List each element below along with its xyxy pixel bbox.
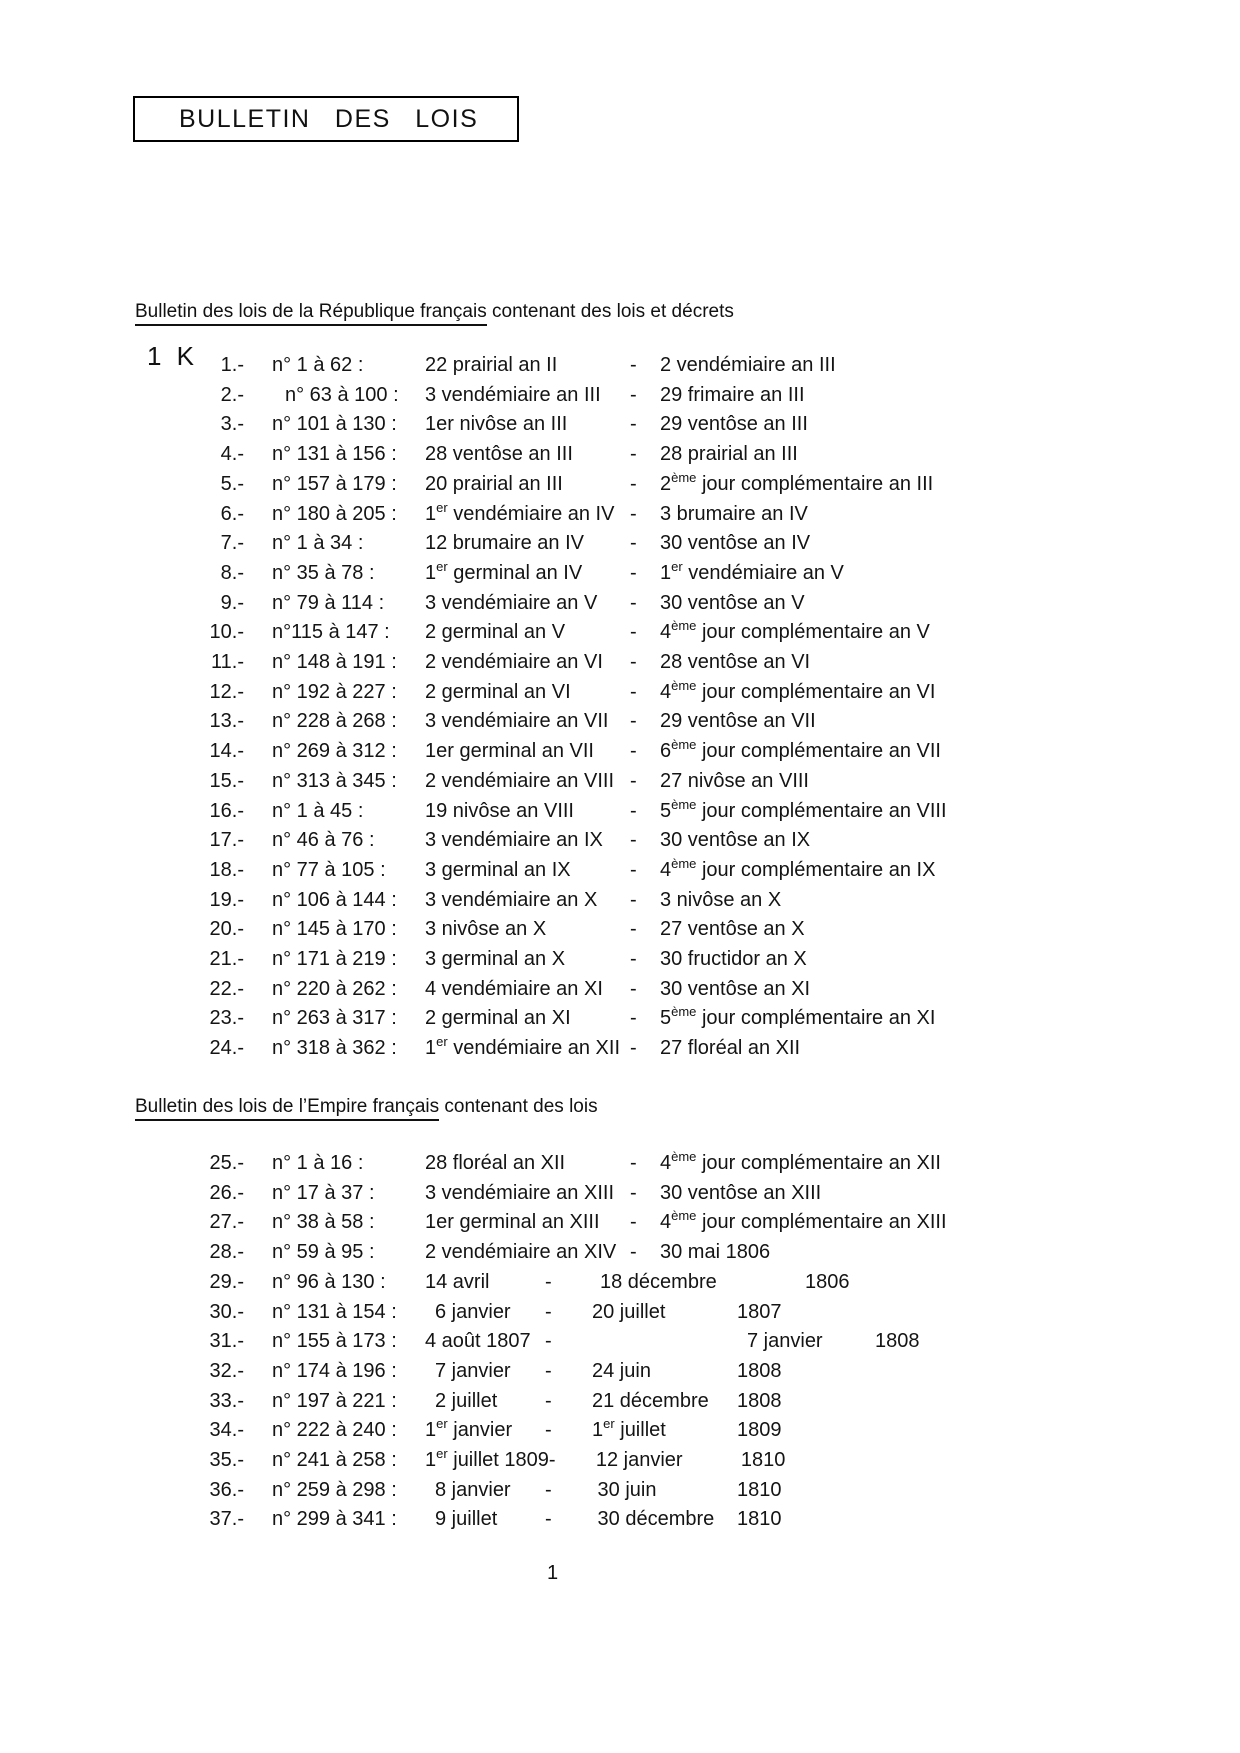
row-range: n° 79 à 114 :: [272, 591, 385, 614]
row-number: 35.-: [209, 1449, 244, 1472]
row-number: 11.-: [211, 651, 244, 674]
row-end-date: 4ème jour complémentaire an XII: [660, 1149, 941, 1174]
row-start-date: 1er vendémiaire an XII: [425, 1034, 621, 1060]
list-row: [180, 410, 947, 440]
row-range: n° 299 à 341 :: [272, 1508, 397, 1531]
row-number: 17.-: [209, 829, 244, 852]
row-end-date: 7 janvier: [747, 1330, 823, 1353]
row-number: 30.-: [209, 1300, 244, 1323]
row-start-date: 2 germinal an VI: [425, 680, 571, 703]
row-number: 5.-: [220, 472, 244, 495]
row-number: 14.-: [209, 740, 244, 763]
row-end-date: 4ème jour complémentaire an XIII: [660, 1208, 947, 1234]
row-end-date: 29 ventôse an VII: [660, 710, 816, 733]
list-row: [180, 915, 947, 945]
heading-underlined-text: Bulletin des lois de l’Empire français: [135, 1096, 439, 1121]
list-row: [180, 648, 947, 678]
row-end-date: 6ème jour complémentaire an VII: [660, 737, 941, 763]
section-heading-republique: [135, 301, 734, 323]
row-end-date: 29 ventôse an III: [660, 413, 808, 436]
row-year: 1810: [737, 1478, 782, 1501]
list-row: [180, 1179, 947, 1209]
list-row: [180, 826, 947, 856]
list-row: [180, 589, 947, 619]
row-number: 16.-: [209, 799, 244, 822]
row-number: 19.-: [209, 888, 244, 911]
row-number: 13.-: [209, 710, 244, 733]
row-number: 21.-: [209, 948, 244, 971]
list-row: [180, 1387, 947, 1417]
list-row: [180, 1004, 947, 1034]
list-row: [180, 1238, 947, 1268]
row-number: 4.-: [220, 443, 244, 466]
row-number: 10.-: [209, 621, 244, 644]
row-end-date: 30 juin: [592, 1478, 657, 1501]
row-dash: -: [630, 1241, 637, 1264]
row-end-date: 12 janvier: [595, 1449, 683, 1472]
row-number: 27.-: [209, 1211, 244, 1234]
row-end-date: 21 décembre: [592, 1389, 709, 1412]
row-start-date: 3 vendémiaire an III: [425, 383, 601, 406]
row-range: n° 313 à 345 :: [272, 769, 397, 792]
row-dash: -: [630, 1211, 637, 1234]
row-range: n° 259 à 298 :: [272, 1478, 397, 1501]
row-range: n° 157 à 179 :: [272, 472, 397, 495]
row-range: n° 35 à 78 :: [272, 561, 375, 584]
row-number: 8.-: [220, 561, 244, 584]
row-end-date: 1er juillet: [592, 1416, 666, 1442]
section-heading-empire: [135, 1096, 598, 1118]
row-end-date: 30 décembre: [592, 1508, 715, 1531]
row-start-date: 3 vendémiaire an XIII: [425, 1181, 614, 1204]
list-row: [180, 381, 947, 411]
row-number: 23.-: [209, 1007, 244, 1030]
row-range: n° 1 à 62 :: [272, 354, 364, 376]
row-year: 1810: [737, 1508, 782, 1531]
row-dash: -: [630, 502, 637, 525]
row-end-date: 2 vendémiaire an III: [660, 354, 836, 376]
row-year: 1808: [875, 1330, 920, 1353]
row-range: n° 192 à 227 :: [272, 680, 397, 703]
list-row: [180, 559, 947, 589]
row-range: n° 17 à 37 :: [272, 1181, 375, 1204]
row-dash: -: [630, 532, 637, 555]
row-range: n° 77 à 105 :: [272, 858, 386, 881]
row-number: 9.-: [220, 591, 244, 614]
row-dash: -: [630, 888, 637, 911]
row-start-date: 1er germinal an IV: [425, 558, 583, 584]
row-range: n° 96 à 130 :: [272, 1270, 386, 1293]
row-year: 1809: [737, 1419, 782, 1442]
row-year: 1810: [740, 1449, 786, 1472]
row-dash: -: [630, 769, 637, 792]
row-dash: -: [630, 977, 637, 1000]
row-number: 29.-: [209, 1270, 244, 1293]
row-end-date: 27 nivôse an VIII: [660, 769, 809, 792]
list-row: [180, 440, 947, 470]
row-start-date: 1er nivôse an III: [425, 413, 568, 436]
row-dash: -: [630, 1152, 637, 1174]
row-number: 1.-: [220, 354, 244, 376]
row-start-date: 7 janvier: [435, 1359, 511, 1382]
row-start-date: 4 vendémiaire an XI: [425, 977, 603, 1000]
row-end-date: 5ème jour complémentaire an VIII: [660, 796, 947, 822]
row-start-date: 28 ventôse an III: [425, 443, 573, 466]
row-dash: -: [545, 1419, 552, 1442]
row-year: 1807: [737, 1300, 782, 1323]
row-start-date: 2 vendémiaire an XIV: [425, 1241, 617, 1264]
row-number: 28.-: [209, 1241, 244, 1264]
row-start-date: 2 germinal an V: [425, 621, 566, 644]
row-range: n° 106 à 144 :: [272, 888, 397, 911]
row-start-date: 12 brumaire an IV: [425, 532, 584, 555]
row-dash: -: [548, 1449, 556, 1472]
row-dash: -: [630, 710, 637, 733]
row-end-date: 4ème jour complémentaire an IX: [660, 855, 936, 881]
row-start-date: 22 prairial an II: [425, 354, 558, 376]
row-dash: -: [630, 680, 637, 703]
row-range: n° 171 à 219 :: [272, 948, 397, 971]
row-end-date: 18 décembre: [600, 1270, 717, 1293]
row-start-date: 3 vendémiaire an V: [425, 591, 598, 614]
row-number: 32.-: [209, 1359, 244, 1382]
list-row: [180, 1298, 947, 1328]
row-range: n° 318 à 362 :: [272, 1037, 397, 1060]
row-number: 18.-: [209, 858, 244, 881]
row-end-date: 30 ventôse an IX: [660, 829, 811, 852]
row-end-date: 3 nivôse an X: [660, 888, 782, 911]
row-dash: -: [630, 443, 637, 466]
row-dash: -: [630, 740, 637, 763]
row-start-date: 19 nivôse an VIII: [425, 799, 574, 822]
row-range: n° 180 à 205 :: [272, 502, 397, 525]
row-start-date: 2 germinal an XI: [425, 1007, 571, 1030]
row-number: 25.-: [209, 1152, 244, 1174]
row-dash: -: [545, 1330, 552, 1353]
row-start-date: 20 prairial an III: [425, 472, 563, 495]
row-number: 6.-: [220, 502, 244, 525]
row-start-date: 1er vendémiaire an IV: [425, 499, 615, 525]
row-start-date: 2 vendémiaire an VIII: [425, 769, 614, 792]
row-range: n° 174 à 196 :: [272, 1359, 397, 1382]
row-end-date: 24 juin: [592, 1359, 651, 1382]
row-start-date: 9 juillet: [435, 1508, 498, 1531]
list-row: [180, 500, 947, 530]
row-end-date: 28 prairial an III: [660, 443, 798, 466]
row-number: 3.-: [220, 413, 244, 436]
row-year: 1808: [737, 1389, 782, 1412]
heading-underlined-text: Bulletin des lois de la République français: [135, 301, 487, 326]
row-range: n° 38 à 58 :: [272, 1211, 375, 1234]
row-dash: -: [545, 1270, 552, 1293]
row-range: n° 228 à 268 :: [272, 710, 397, 733]
row-range: n° 263 à 317 :: [272, 1007, 397, 1030]
row-range: n° 145 à 170 :: [272, 918, 397, 941]
row-dash: -: [545, 1478, 552, 1501]
list-row: [180, 1416, 947, 1446]
list-row: [180, 856, 947, 886]
list-row: [180, 618, 947, 648]
row-start-date: 4 août 1807: [425, 1330, 531, 1353]
row-number: 31.-: [209, 1330, 244, 1353]
row-end-date: 1er vendémiaire an V: [660, 558, 844, 584]
bulletin-list-empire: [180, 1149, 947, 1535]
row-year: 1806: [805, 1270, 850, 1293]
row-range: n° 155 à 173 :: [272, 1330, 397, 1353]
list-row: [180, 797, 947, 827]
row-range: n° 220 à 262 :: [272, 977, 397, 1000]
row-start-date: 3 germinal an IX: [425, 858, 571, 881]
row-end-date: 30 ventôse an XI: [660, 977, 811, 1000]
list-row: [180, 1505, 947, 1535]
list-row: [180, 1034, 947, 1064]
row-start-date: 14 avril: [425, 1270, 490, 1293]
row-range: n° 46 à 76 :: [272, 829, 375, 852]
row-end-date: 4ème jour complémentaire an VI: [660, 677, 936, 703]
list-row: [180, 1268, 947, 1298]
list-row: [180, 1327, 947, 1357]
list-row: [180, 767, 947, 797]
row-range: n°115 à 147 :: [272, 621, 390, 644]
row-dash: -: [630, 621, 637, 644]
list-row: [180, 1476, 947, 1506]
row-range: n° 131 à 154 :: [272, 1300, 397, 1323]
row-dash: -: [630, 472, 637, 495]
list-row: [180, 1357, 947, 1387]
row-number: 37.-: [209, 1508, 244, 1531]
row-dash: -: [630, 1007, 637, 1030]
row-dash: -: [545, 1300, 552, 1323]
row-range: n° 197 à 221 :: [272, 1389, 397, 1412]
page-number: 1: [547, 1562, 559, 1584]
row-number: 34.-: [209, 1419, 244, 1442]
list-row: [180, 1446, 947, 1476]
row-start-date: 3 germinal an X: [425, 948, 566, 971]
row-range: n° 148 à 191 :: [272, 651, 397, 674]
row-start-date: 2 juillet: [435, 1389, 498, 1412]
row-start-date: 1er janvier: [425, 1416, 513, 1442]
row-dash: -: [545, 1359, 552, 1382]
row-start-date: 3 nivôse an X: [425, 918, 547, 941]
row-dash: -: [630, 651, 637, 674]
row-range: n° 1 à 34 :: [272, 532, 364, 555]
row-range: n° 101 à 130 :: [272, 413, 397, 436]
row-end-date: 5ème jour complémentaire an XI: [660, 1004, 936, 1030]
row-range: n° 1 à 45 :: [272, 799, 364, 822]
row-start-date: 28 floréal an XII: [425, 1152, 566, 1174]
row-end-date: 30 fructidor an X: [660, 948, 807, 971]
row-start-date: 1er germinal an XIII: [425, 1211, 600, 1234]
list-row: [180, 529, 947, 559]
row-number: 33.-: [209, 1389, 244, 1412]
row-dash: -: [630, 591, 637, 614]
row-range: n° 63 à 100 :: [285, 383, 399, 406]
list-row: [180, 1149, 947, 1179]
row-start-date: 3 vendémiaire an IX: [425, 829, 603, 852]
list-row: [180, 707, 947, 737]
row-start-date: 3 vendémiaire an X: [425, 888, 598, 911]
row-end-date: 27 ventôse an X: [660, 918, 805, 941]
row-start-date: 1er germinal an VII: [425, 740, 594, 763]
list-row: [180, 945, 947, 975]
row-dash: -: [630, 383, 637, 406]
row-dash: -: [630, 354, 637, 376]
row-dash: -: [630, 1181, 637, 1204]
row-range: n° 241 à 258 :: [272, 1449, 397, 1472]
row-start-date: 2 vendémiaire an VI: [425, 651, 603, 674]
row-number: 22.-: [209, 977, 244, 1000]
row-number: 26.-: [209, 1181, 244, 1204]
row-range: n° 222 à 240 :: [272, 1419, 397, 1442]
title-box: [133, 96, 519, 142]
heading-rest-text: contenant des lois et décrets: [486, 301, 734, 322]
row-dash: -: [630, 799, 637, 822]
list-row: [180, 678, 947, 708]
row-range: n° 269 à 312 :: [272, 740, 397, 763]
row-end-date: 30 ventôse an IV: [660, 532, 811, 555]
row-end-date: 30 ventôse an V: [660, 591, 805, 614]
list-row: [180, 1208, 947, 1238]
list-row: [180, 886, 947, 916]
list-row: [180, 351, 947, 381]
row-number: 12.-: [209, 680, 244, 703]
row-number: 24.-: [209, 1037, 244, 1060]
row-range: n° 59 à 95 :: [272, 1241, 375, 1264]
bulletin-list-republique: [180, 351, 947, 1064]
row-end-date: 29 frimaire an III: [660, 383, 805, 406]
row-dash: -: [630, 1037, 637, 1060]
row-dash: -: [630, 858, 637, 881]
row-end-date: 4ème jour complémentaire an V: [660, 618, 930, 644]
row-end-date: 30 ventôse an XIII: [660, 1181, 822, 1204]
row-end-date: 2ème jour complémentaire an III: [660, 469, 934, 495]
row-dash: -: [630, 829, 637, 852]
row-number: 20.-: [209, 918, 244, 941]
row-start-date: 1er juillet 1809: [425, 1446, 549, 1472]
row-start-date: 8 janvier: [435, 1478, 511, 1501]
row-start-date: 3 vendémiaire an VII: [425, 710, 609, 733]
row-end-date: 30 mai 1806: [660, 1241, 771, 1264]
series-label: 1 K: [147, 341, 199, 371]
row-number: 15.-: [209, 769, 244, 792]
row-range: n° 131 à 156 :: [272, 443, 397, 466]
row-dash: -: [545, 1389, 552, 1412]
row-number: 36.-: [209, 1478, 244, 1501]
row-dash: -: [630, 948, 637, 971]
row-number: 7.-: [220, 532, 244, 555]
row-range: n° 1 à 16 :: [272, 1152, 364, 1174]
list-row: [180, 470, 947, 500]
row-dash: -: [630, 918, 637, 941]
row-end-date: 27 floréal an XII: [660, 1037, 801, 1060]
row-dash: -: [630, 561, 637, 584]
list-row: [180, 975, 947, 1005]
row-dash: -: [630, 413, 637, 436]
row-end-date: 28 ventôse an VI: [660, 651, 811, 674]
list-row: [180, 737, 947, 767]
row-end-date: 20 juillet: [592, 1300, 666, 1323]
row-year: 1808: [737, 1359, 782, 1382]
row-number: 2.-: [220, 383, 244, 406]
row-start-date: 6 janvier: [435, 1300, 511, 1323]
row-dash: -: [545, 1508, 552, 1531]
title-text: BULLETIN DES LOIS: [179, 105, 479, 133]
row-end-date: 3 brumaire an IV: [660, 502, 808, 525]
heading-rest-text: contenant des lois: [439, 1096, 598, 1117]
